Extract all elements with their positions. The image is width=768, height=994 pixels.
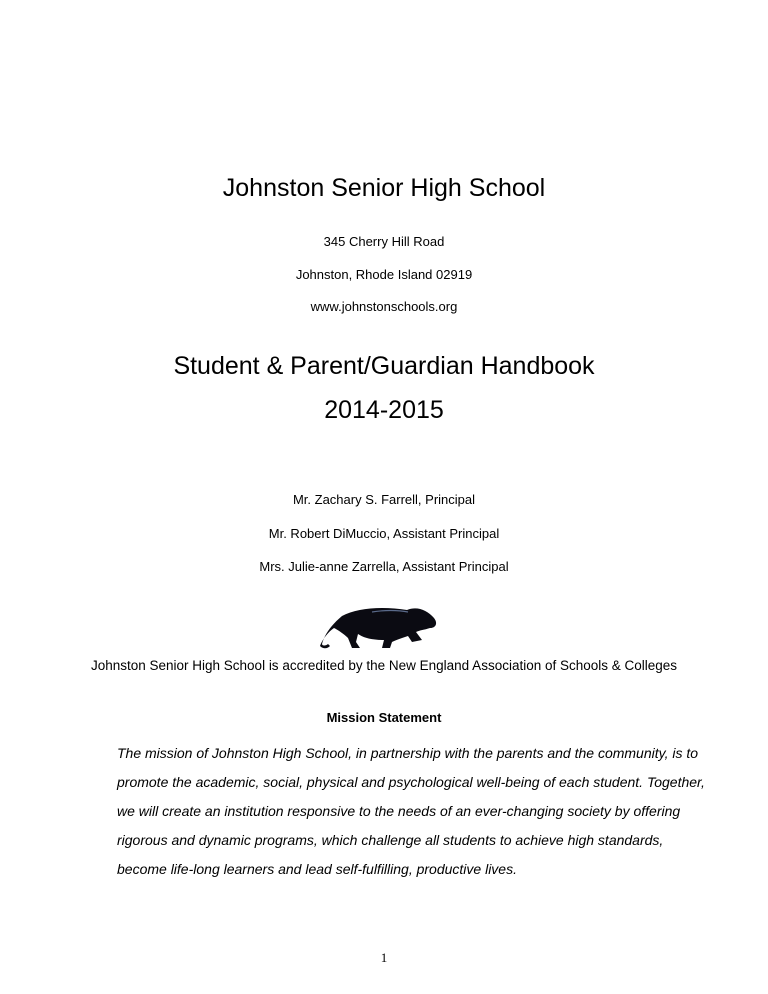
school-name: Johnston Senior High School	[222, 174, 546, 202]
staff-principal: Mr. Zachary S. Farrell, Principal	[292, 492, 476, 507]
mission-line: rigorous and dynamic programs, which challenge all students to achieve high standards,	[117, 832, 664, 848]
accreditation-statement: Johnston Senior High School is accredited by the New England Association of Schools & Colleges	[90, 658, 678, 673]
mission-line: The mission of Johnston High School, in partnership with the parents and the community, is to	[117, 745, 699, 761]
mission-line: become life-long learners and lead self-fulfilling, productive lives.	[117, 861, 517, 877]
mission-line: promote the academic, social, physical and psychological well-being of each student. Together,	[117, 774, 705, 790]
mission-heading: Mission Statement	[326, 710, 442, 725]
address-line-2: Johnston, Rhode Island 02919	[295, 267, 473, 282]
staff-assistant-principal-1: Mr. Robert DiMuccio, Assistant Principal	[268, 526, 500, 541]
mission-line: we will create an institution responsive to the needs of an ever-changing society by offering	[117, 803, 681, 819]
panther-icon	[312, 598, 440, 654]
website: www.johnstonschools.org	[310, 299, 458, 314]
address-line-1: 345 Cherry Hill Road	[323, 234, 445, 249]
school-year: 2014-2015	[324, 396, 444, 424]
staff-assistant-principal-2: Mrs. Julie-anne Zarrella, Assistant Principal	[259, 559, 509, 574]
handbook-title: Student & Parent/Guardian Handbook	[173, 352, 595, 380]
page-number: 1	[380, 950, 388, 965]
